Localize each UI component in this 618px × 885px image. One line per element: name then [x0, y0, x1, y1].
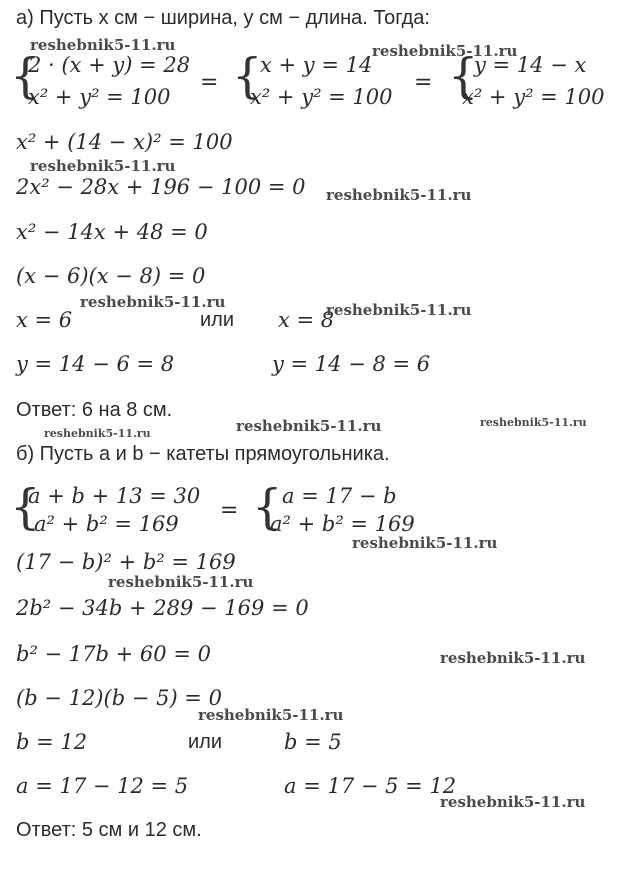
watermark: reshebnik5-11.ru — [326, 186, 472, 204]
part-a-sys3-eq2: x² + y² = 100 — [462, 85, 605, 109]
watermark: reshebnik5-11.ru — [236, 417, 382, 435]
watermark: reshebnik5-11.ru — [372, 42, 518, 60]
part-b-sys2-eq2: a² + b² = 169 — [270, 512, 415, 536]
part-b-root1: b = 12 — [16, 730, 88, 754]
equivalence-sign: = — [200, 70, 219, 95]
system-brace: { — [252, 479, 283, 535]
part-a-line4: (x − 6)(x − 8) = 0 — [16, 264, 206, 288]
part-a-sys1-eq2: x² + y² = 100 — [28, 85, 171, 109]
part-b-intro: б) Пусть a и b − катеты прямоугольника. — [16, 443, 390, 465]
part-b-sys1-eq1: a + b + 13 = 30 — [28, 484, 201, 508]
part-b-sys1-eq2: a² + b² = 169 — [34, 512, 179, 536]
watermark: reshebnik5-11.ru — [30, 157, 176, 175]
part-b-line4: (b − 12)(b − 5) = 0 — [16, 686, 222, 710]
part-b-or: или — [188, 731, 223, 753]
watermark: reshebnik5-11.ru — [440, 649, 586, 667]
part-b-line3: b² − 17b + 60 = 0 — [16, 642, 211, 666]
part-a-root1: x = 6 — [16, 308, 73, 332]
part-a-sys2-eq1: x + y = 14 — [260, 53, 373, 77]
part-a-intro: а) Пусть x см − ширина, y см − длина. Тогда: — [16, 7, 430, 29]
part-a-answer: Ответ: 6 на 8 см. — [16, 399, 173, 421]
watermark: reshebnik5-11.ru — [480, 416, 587, 429]
watermark: reshebnik5-11.ru — [326, 301, 472, 319]
watermark: reshebnik5-11.ru — [108, 573, 254, 591]
watermark: reshebnik5-11.ru — [44, 427, 151, 440]
part-b-line2: 2b² − 34b + 289 − 169 = 0 — [16, 596, 309, 620]
part-a-y2: y = 14 − 8 = 6 — [272, 352, 431, 376]
part-a-line2: 2x² − 28x + 196 − 100 = 0 — [16, 175, 306, 199]
part-a-or: или — [200, 309, 235, 331]
equivalence-sign: = — [220, 498, 239, 523]
watermark: reshebnik5-11.ru — [352, 534, 498, 552]
part-b-root2: b = 5 — [284, 730, 342, 754]
part-b-a1: a = 17 − 12 = 5 — [16, 774, 189, 798]
part-b-sys2-eq1: a = 17 − b — [282, 484, 397, 508]
part-a-sys2-eq2: x² + y² = 100 — [250, 85, 393, 109]
system-brace: { — [10, 48, 41, 104]
part-a-line1: x² + (14 − x)² = 100 — [16, 130, 233, 154]
system-brace: { — [448, 48, 479, 104]
system-brace: { — [232, 48, 263, 104]
watermark: reshebnik5-11.ru — [198, 706, 344, 724]
part-a-line3: x² − 14x + 48 = 0 — [16, 220, 208, 244]
watermark: reshebnik5-11.ru — [30, 36, 176, 54]
part-a-y1: y = 14 − 6 = 8 — [16, 352, 175, 376]
part-b-answer: Ответ: 5 см и 12 см. — [16, 819, 202, 841]
part-a-root2: x = 8 — [278, 308, 335, 332]
watermark: reshebnik5-11.ru — [80, 293, 226, 311]
watermark: reshebnik5-11.ru — [440, 793, 586, 811]
part-a-sys1-eq1: 2 · (x + y) = 28 — [28, 53, 191, 77]
equivalence-sign: = — [414, 70, 433, 95]
part-b-line1: (17 − b)² + b² = 169 — [16, 550, 236, 574]
part-b-a2: a = 17 − 5 = 12 — [284, 774, 457, 798]
system-brace: { — [10, 479, 41, 535]
part-a-sys3-eq1: y = 14 − x — [474, 53, 587, 77]
